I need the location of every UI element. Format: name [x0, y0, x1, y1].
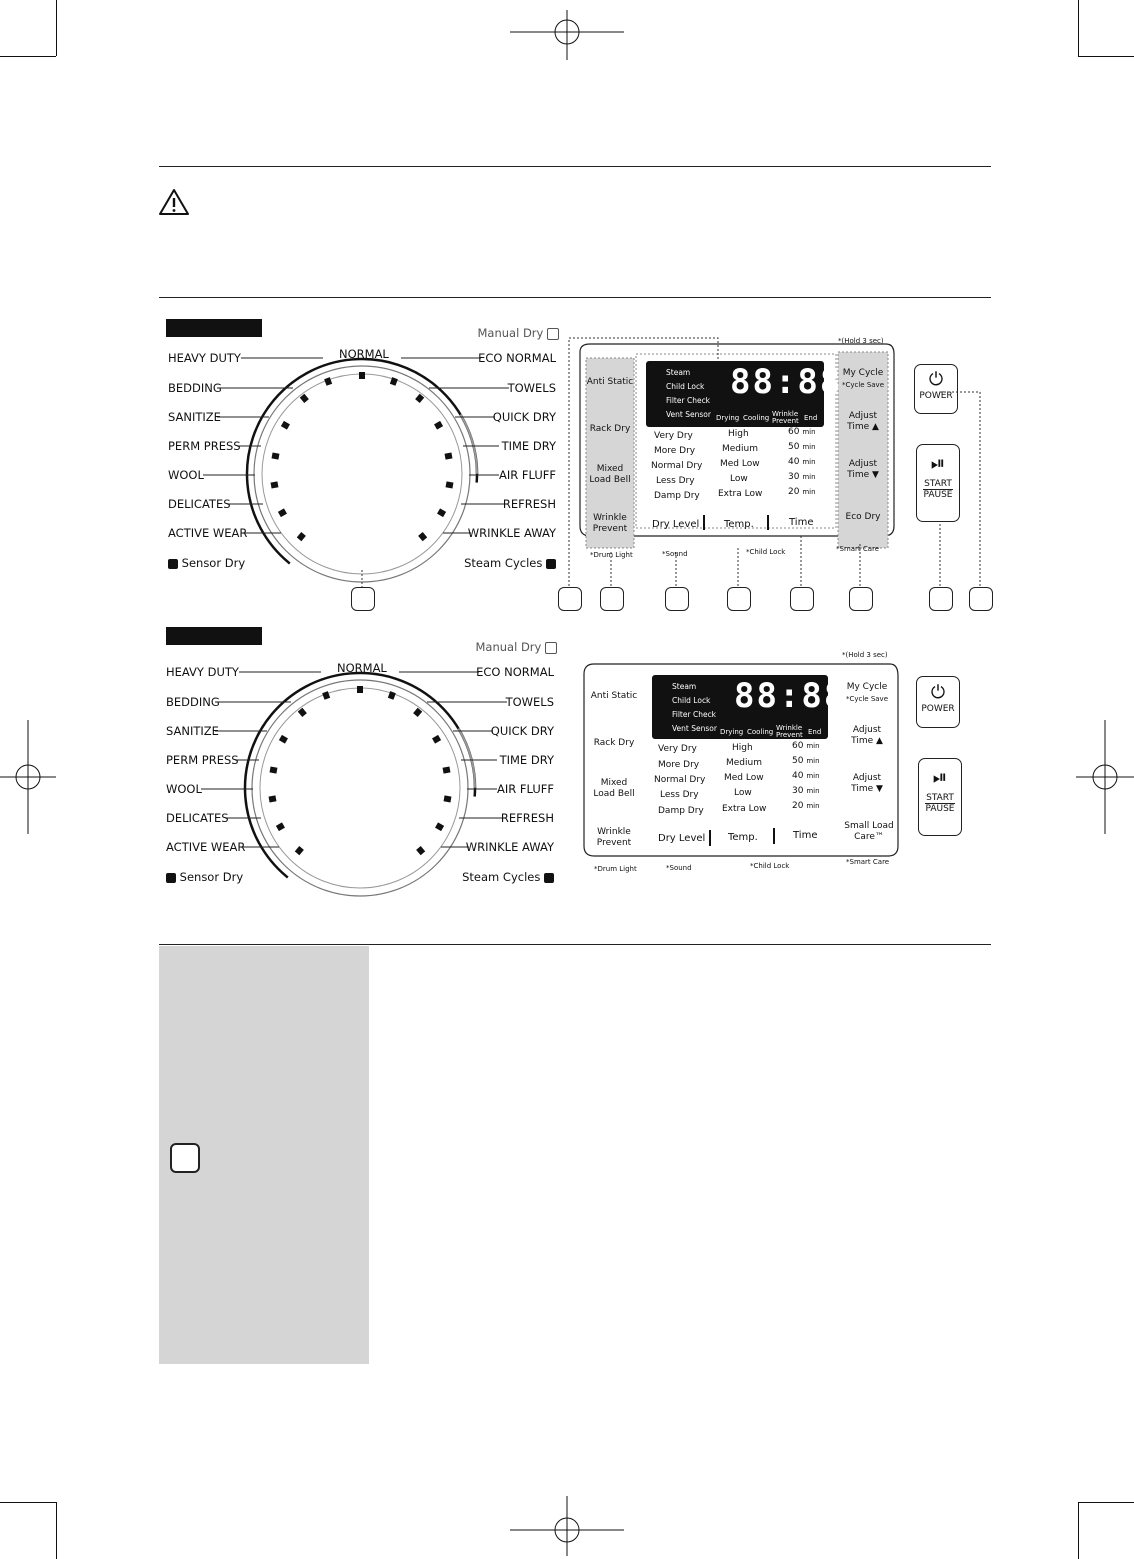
section-rule	[159, 944, 991, 945]
crop-mark	[0, 1502, 56, 1503]
power-button-2[interactable]	[916, 676, 960, 728]
indicator-steam: Steam	[666, 368, 691, 377]
dial-label-right: AIR FLUFF	[498, 468, 556, 482]
sensor-icon	[168, 559, 178, 569]
my-cycle-button[interactable]: My Cycle	[842, 368, 884, 378]
stage-drying: Drying	[716, 414, 740, 422]
time-option	[792, 771, 820, 782]
dry-level-option: Normal Dry	[654, 775, 706, 785]
time-unit: min	[806, 802, 820, 810]
stage-end: End	[804, 414, 818, 422]
indicator-filter-check: Filter Check	[672, 710, 717, 719]
time-unit: min	[802, 473, 816, 481]
dial-label-right: TOWELS	[507, 381, 556, 395]
time-option	[792, 756, 820, 767]
crop-mark	[56, 0, 57, 56]
temp-option: Med Low	[720, 459, 760, 469]
temp-option: Extra Low	[722, 804, 767, 814]
time-unit: min	[806, 757, 820, 765]
steam-cycles-label	[462, 870, 554, 884]
dry-level-option: Very Dry	[654, 431, 693, 441]
dry-level-option: Less Dry	[656, 476, 695, 486]
power-icon: ⏻	[928, 369, 944, 390]
dry-level-option: Very Dry	[658, 744, 697, 754]
start-label: START	[924, 479, 952, 489]
callout-box	[790, 587, 814, 611]
time-readout-2: 88:88	[734, 676, 847, 716]
time-unit: min	[806, 772, 820, 780]
crop-mark	[1078, 1502, 1079, 1559]
time-button[interactable]: Time	[789, 517, 814, 528]
my-cycle-button[interactable]: My Cycle	[846, 682, 888, 692]
indicator-vent-sensor: Vent Sensor	[666, 410, 711, 419]
indicator-child-lock: Child Lock	[672, 696, 711, 705]
dial-label-left: ACTIVE WEAR	[168, 526, 248, 540]
dry-level-option: Damp Dry	[654, 491, 700, 501]
time-unit: min	[802, 443, 816, 451]
temp-option: Medium	[726, 758, 762, 768]
time-option	[792, 741, 820, 752]
dial-label-right: REFRESH	[500, 811, 554, 825]
dial-label-left: WOOL	[166, 782, 202, 796]
start-label: START	[926, 793, 954, 803]
sound-note: *Sound	[666, 864, 692, 872]
dial-label-normal: NORMAL	[337, 661, 387, 675]
eco-dry-button[interactable]: Eco Dry	[845, 512, 881, 522]
stage-end: End	[808, 728, 822, 736]
rack-dry-button[interactable]: Rack Dry	[589, 424, 631, 434]
indicator-filter-check: Filter Check	[666, 396, 711, 405]
time-value: 50	[788, 442, 800, 452]
adjust-time-up-button[interactable]: Adjust Time ▲	[847, 411, 879, 432]
time-value: 20	[788, 487, 800, 497]
dial-label-right: ECO NORMAL	[478, 351, 556, 365]
anti-static-button[interactable]: Anti Static	[590, 691, 638, 701]
mixed-load-bell-button[interactable]: Mixed Load Bell	[593, 778, 635, 799]
power-icon: ⏻	[930, 682, 946, 703]
callout-box	[929, 587, 953, 611]
callout-box	[969, 587, 993, 611]
sensor-dry-label	[168, 556, 245, 570]
manual-dry-text: Manual Dry	[475, 640, 542, 654]
small-load-care-button[interactable]: Small Load Care™	[844, 821, 894, 842]
temp-option: Med Low	[724, 773, 764, 783]
pause-label: PAUSE	[923, 490, 953, 500]
crop-mark	[56, 1502, 57, 1559]
dry-level-button[interactable]: Dry Level	[658, 833, 706, 844]
dial-label-left: PERM PRESS	[166, 753, 239, 767]
sound-note: *Sound	[662, 550, 688, 558]
hold-note: *(Hold 3 sec)	[838, 337, 884, 345]
time-value: 30	[792, 786, 804, 796]
stage-wrinkle: Wrinkle Prevent	[772, 410, 799, 425]
callout-box	[665, 587, 689, 611]
adjust-time-up-button[interactable]: Adjust Time ▲	[851, 725, 883, 746]
dial-label-left: HEAVY DUTY	[166, 665, 239, 679]
note-icon-box	[170, 1143, 200, 1173]
indicator-steam: Steam	[672, 682, 697, 691]
pause-label: PAUSE	[925, 804, 955, 814]
crop-mark	[1078, 56, 1134, 57]
time-button[interactable]: Time	[793, 830, 818, 841]
manual-dry-label	[476, 640, 558, 654]
model-tag	[166, 627, 262, 645]
dry-level-button[interactable]: Dry Level	[652, 519, 700, 530]
anti-static-button[interactable]: Anti Static	[586, 377, 634, 387]
registration-mark	[0, 720, 60, 834]
dial-label-normal: NORMAL	[339, 347, 389, 361]
adjust-time-down-button[interactable]: Adjust Time ▼	[847, 459, 879, 480]
child-lock-note: *Child Lock	[746, 548, 786, 556]
dial-label-left: WOOL	[168, 468, 204, 482]
power-label: POWER	[919, 391, 953, 401]
sensor-icon	[166, 873, 176, 883]
temp-option: High	[732, 743, 753, 753]
callout-box	[600, 587, 624, 611]
dial-label-left: ACTIVE WEAR	[166, 840, 246, 854]
sensor-dry-label	[166, 870, 243, 884]
time-unit: min	[806, 787, 820, 795]
callout-box	[727, 587, 751, 611]
dial-label-right: TIME DRY	[501, 439, 556, 453]
time-unit: min	[802, 458, 816, 466]
time-value: 30	[788, 472, 800, 482]
time-option	[792, 801, 820, 812]
manual-dry-text: Manual Dry	[477, 326, 544, 340]
time-value: 40	[792, 771, 804, 781]
dial-label-left: BEDDING	[166, 695, 220, 709]
dial-label-left: PERM PRESS	[168, 439, 241, 453]
dry-level-option: Damp Dry	[658, 806, 704, 816]
time-value: 40	[788, 457, 800, 467]
time-value: 50	[792, 756, 804, 766]
sensor-dry-text: Sensor Dry	[179, 870, 244, 884]
dial-label-right: TIME DRY	[499, 753, 554, 767]
crop-mark	[1078, 1502, 1134, 1503]
stage-cooling: Cooling	[743, 414, 770, 422]
dial-label-right: QUICK DRY	[490, 724, 554, 738]
section-rule	[159, 297, 991, 298]
dial-label-right: AIR FLUFF	[496, 782, 554, 796]
steam-cycles-text: Steam Cycles	[462, 870, 541, 884]
temp-option: Low	[730, 474, 748, 484]
dial-label-right: ECO NORMAL	[476, 665, 554, 679]
dial-label-left: DELICATES	[168, 497, 231, 511]
stage-drying: Drying	[720, 728, 744, 736]
time-value: 60	[792, 741, 804, 751]
time-value: 20	[792, 801, 804, 811]
time-value: 60	[788, 427, 800, 437]
dial-label-right: WRINKLE AWAY	[467, 526, 556, 540]
crop-mark	[1078, 0, 1079, 56]
shirt-icon	[545, 642, 557, 654]
dial-label-right: WRINKLE AWAY	[465, 840, 554, 854]
warning-icon	[158, 188, 190, 216]
drum-light-note: *Drum Light	[594, 865, 637, 873]
section-rule	[159, 166, 991, 167]
temp-button[interactable]: Temp.	[728, 832, 758, 843]
hold-note: *(Hold 3 sec)	[842, 651, 888, 659]
cycle-dial-2	[163, 640, 563, 914]
smart-care-note: *Smart Care	[836, 545, 880, 553]
sensor-dry-text: Sensor Dry	[181, 556, 246, 570]
time-option	[792, 786, 820, 797]
stage-wrinkle: Wrinkle Prevent	[776, 724, 803, 739]
rack-dry-button[interactable]: Rack Dry	[593, 738, 635, 748]
play-pause-icon: ⏯	[932, 767, 948, 788]
callout-leaders	[340, 334, 1000, 614]
dial-label-left: BEDDING	[168, 381, 222, 395]
drum-light-note: *Drum Light	[590, 551, 633, 559]
cycle-save-note: *Cycle Save	[845, 695, 889, 703]
dial-label-right: REFRESH	[502, 497, 556, 511]
callout-box	[849, 587, 873, 611]
model-tag	[166, 319, 262, 337]
crop-mark	[0, 56, 56, 57]
dry-level-option: Normal Dry	[651, 461, 703, 471]
temp-button[interactable]: Temp.	[724, 519, 754, 530]
time-unit: min	[806, 742, 820, 750]
registration-mark	[510, 1496, 624, 1556]
dial-label-left: DELICATES	[166, 811, 229, 825]
dial-label-right: TOWELS	[505, 695, 554, 709]
temp-option: High	[728, 429, 749, 439]
callout-box	[558, 587, 582, 611]
time-unit: min	[802, 428, 816, 436]
dry-level-option: More Dry	[654, 446, 696, 456]
dial-label-left: SANITIZE	[168, 410, 221, 424]
temp-option: Low	[734, 788, 752, 798]
wrinkle-prevent-button[interactable]: Wrinkle Prevent	[592, 513, 628, 534]
dial-label-left: SANITIZE	[166, 724, 219, 738]
indicator-child-lock: Child Lock	[666, 382, 705, 391]
adjust-time-down-button[interactable]: Adjust Time ▼	[851, 773, 883, 794]
temp-option: Medium	[722, 444, 758, 454]
time-unit: min	[802, 488, 816, 496]
stage-cooling: Cooling	[747, 728, 774, 736]
registration-mark	[510, 10, 624, 60]
dry-level-option: Less Dry	[660, 790, 699, 800]
steam-cycles-text: Steam Cycles	[464, 556, 543, 570]
mixed-load-bell-button[interactable]: Mixed Load Bell	[589, 464, 631, 485]
start-pause-button-2[interactable]	[918, 758, 962, 836]
dial-label-right: QUICK DRY	[492, 410, 556, 424]
cycle-save-note: *Cycle Save	[841, 381, 885, 389]
smart-care-note: *Smart Care	[846, 858, 890, 866]
wrinkle-prevent-button[interactable]: Wrinkle Prevent	[596, 827, 632, 848]
callout-box	[351, 587, 375, 611]
registration-mark	[1076, 720, 1134, 834]
steam-icon	[544, 873, 554, 883]
temp-option: Extra Low	[718, 489, 763, 499]
child-lock-note: *Child Lock	[750, 862, 790, 870]
dry-level-option: More Dry	[658, 760, 700, 770]
time-readout: 88:88	[730, 362, 843, 402]
play-pause-icon: ⏯	[930, 453, 946, 474]
indicator-vent-sensor: Vent Sensor	[672, 724, 717, 733]
power-label: POWER	[921, 704, 955, 714]
dial-label-left: HEAVY DUTY	[168, 351, 241, 365]
